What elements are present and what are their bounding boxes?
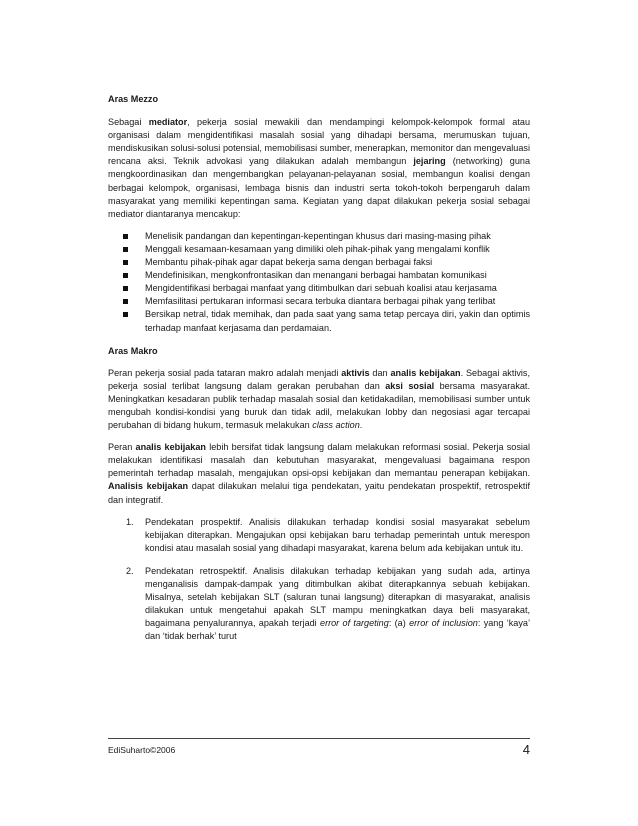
bold-term-jejaring: jejaring [413,156,446,167]
italic-term-class-action: class action [312,420,360,431]
text-run: Sebagai [108,117,149,128]
bold-term-analisis-kebijakan: Analisis kebijakan [108,481,189,492]
square-bullet-icon [123,299,128,304]
list-item [108,295,530,308]
italic-term-error-of-inclusion: error of inclusion [409,618,478,629]
list-item-text: Memfasilitasi pertukaran informasi secara terbuka diantara berbagai pihak yang terlibat [145,296,496,307]
list-item [108,565,530,644]
page-content [108,93,530,653]
heading-aras-mezzo: Aras Mezzo [108,94,159,104]
text-run: dapat dilakukan melalui tiga pendekatan, yaitu pendekatan prospektif, retrospektif dan integratif. [108,481,530,505]
square-bullet-icon [123,260,128,265]
list-item-text: Pendekatan prospektif. Analisis dilakukan terhadap kondisi sosial masyarakat sebelum kebijakan diterapkan. Mengajukan opsi kebijakan baru terhadap pemerintah untuk merespon kondisi atau masalah sosial yang dihadapi masyarakat, karena belum ada kebijakan untuk itu. [145,516,530,553]
footer-author: EdiSuharto©2006 [108,745,176,755]
heading-aras-makro: Aras Makro [108,345,158,356]
text-run: , pekerja sosial mewakili dan mendampingi kelompok-kelompok formal atau organisasi dalam mengidentifikasi masalah sosial yang dihadapi bersama, merumuskan tujuan, mendiskusikan solusi-solusi potensial, memobilisasi sumber, menerapkan, memonitor dan mengevaluasi rencana aksi. Teknik advokasi yang dilakukan adalah membangun [108,117,531,167]
square-bullet-icon [123,312,128,317]
list-item [108,256,530,269]
mezzo-paragraph [108,116,530,221]
text-run: (networking) guna mengkoordinasikan dan mengembangkan pelayanan-pelayanan sosial, membangun koalisi dengan berbagai kelompok, organisasi, lembaga bisnis dan industri serta tokoh-tokoh berpengaruh dalam masyarakat yang memiliki kepentingan sama. Kegiatan yang dapat dilakukan pekerja sosial sebagai mediator diantaranya mencakup: [108,156,530,219]
text-run: Peran [108,442,136,453]
list-number: 2. [126,565,134,576]
text-run: Peran pekerja sosial pada tataran makro adalah menjadi [108,367,342,378]
italic-term-error-of-targeting: error of targeting [320,618,389,629]
text-run: lebih bersifat tidak langsung dalam melakukan reformasi sosial. Pekerja sosial melakukan identifikasi masalah dan kebutuhan masyarakat, mengevaluasi bagaimana respon pemerintah terhadap masalah, mengajukan opsi-opsi kebijakan dan memantau penerapan kebijakan. [108,442,530,479]
text-run: . Sebagai aktivis, pekerja sosial terlibat langsung dalam gerakan perubahan dan [108,367,531,391]
text-run: : yang ‘kaya’ dan ‘tidak berhak’ turut [145,618,530,642]
list-item [108,243,530,256]
page-footer [108,738,530,757]
text-run: . [359,420,363,431]
mediator-activities-list [108,230,530,335]
text-run: : (a) [388,618,410,629]
list-item [108,269,530,282]
bold-term-aksi-sosial: aksi sosial [385,380,435,391]
list-item-text: Pendekatan retrospektif. Analisis dilakukan terhadap kebijakan yang sudah ada, artinya menganalisis dampak-dampak yang ditimbulkan akibat diterapkannya sebuah kebijakan. Misalnya, setelah kebijakan SLT (saluran tunai langsung) diterapkan di masyarakat, analisis dilakukan untuk mengetahui apakah SLT mampu meningkatkan daya beli masyarakat, bagaimana penyalurannya, apakah terjadi [145,565,530,629]
list-item [108,282,530,295]
list-item-text: Menggali kesamaan-kesamaan yang dimiliki oleh pihak-pihak yang mengalami konflik [145,243,490,254]
list-item-text: Bersikap netral, tidak memihak, dan pada saat yang sama tetap percaya diri, yakin dan optimis terhadap manfaat kerjasama dan perdamaian. [145,309,530,333]
list-item [108,516,530,555]
bold-term-analis-kebijakan: analis kebijakan [390,367,461,378]
makro-paragraph-2 [108,441,530,506]
bold-term-aktivis: aktivis [341,367,370,378]
bold-term-analis-kebijakan: analis kebijakan [135,442,206,453]
square-bullet-icon [123,273,128,278]
square-bullet-icon [123,234,128,239]
bold-term-mediator: mediator [148,117,188,128]
text-run: bersama masyarakat. Meningkatkan kesadaran publik terhadap masalah sosial dan ketidakadilan, memobilisasi sumber untuk mengubah kondisi-kondisi yang buruk dan tidak adil, melakukan lobby dan negosiasi agar tercapai perubahan di bidang hukum, termasuk melakukan [108,380,530,431]
square-bullet-icon [123,247,128,252]
square-bullet-icon [123,286,128,291]
approaches-list [108,516,530,644]
list-item [108,308,530,334]
makro-paragraph-1 [108,367,530,432]
list-item-text: Membantu pihak-pihak agar dapat bekerja sama dengan berbagai faksi [145,257,433,268]
list-number: 1. [126,516,134,527]
page-number: 4 [522,742,530,757]
list-item-text: Mengidentifikasi berbagai manfaat yang ditimbulkan dari sebuah koalisi atau kerjasama [145,283,497,294]
list-item [108,230,530,243]
list-item-text: Menelisik pandangan dan kepentingan-kepentingan khusus dari masing-masing pihak [145,230,491,241]
text-run: dan [369,367,391,378]
list-item-text: Mendefinisikan, mengkonfrontasikan dan menangani berbagai hambatan komunikasi [145,270,487,281]
